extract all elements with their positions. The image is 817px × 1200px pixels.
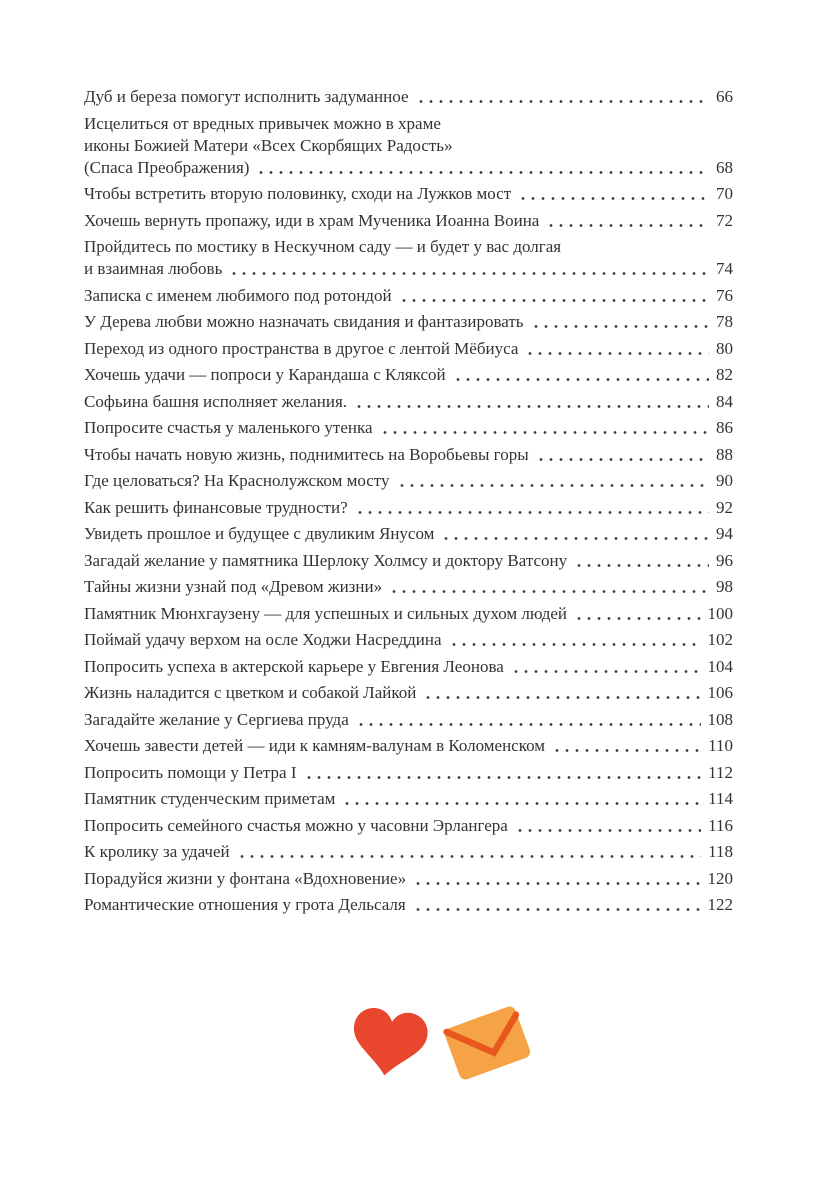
leader-dots (572, 550, 709, 572)
toc-page-number: 80 (716, 338, 733, 358)
toc-page-number: 96 (716, 550, 733, 570)
toc-entry (84, 417, 733, 439)
toc-page-number: 122 (707, 895, 733, 914)
toc-entry-row (84, 868, 733, 890)
leader-dots (516, 183, 709, 205)
toc-entry-row (84, 157, 733, 179)
toc-list (84, 86, 733, 921)
toc-page-number: 86 (716, 418, 733, 437)
toc-entry (84, 762, 733, 784)
leader-dots (354, 709, 701, 731)
toc-page-number: 94 (716, 524, 733, 543)
toc-entry-row (84, 656, 733, 678)
toc-entry (84, 550, 733, 572)
toc-entry-row (84, 629, 733, 651)
footer-ornament (31, 996, 817, 1090)
toc-entry-title: Переход из одного пространства в другое с лентой Мёбиуса (84, 338, 519, 358)
toc-entry (84, 576, 733, 598)
toc-entry-row (84, 470, 733, 492)
toc-page-number: 112 (708, 762, 733, 782)
toc-entry-row (84, 285, 733, 307)
toc-entry-row (84, 86, 733, 108)
toc-page-number: 92 (716, 497, 733, 517)
toc-entry (84, 311, 733, 333)
toc-page-number: 104 (707, 656, 733, 676)
toc-entry (84, 735, 733, 757)
toc-entry (84, 682, 733, 704)
leader-dots (550, 735, 701, 757)
envelope-icon (440, 1002, 534, 1084)
toc-entry-title: Попросить помощи у Петра I (84, 762, 297, 782)
toc-entry (84, 210, 733, 232)
leader-dots (534, 444, 709, 466)
toc-entry (84, 86, 733, 108)
leader-dots (411, 868, 700, 890)
toc-page-number: 110 (708, 736, 733, 755)
toc-entry-row (84, 417, 733, 439)
toc-entry (84, 868, 733, 890)
toc-entry-row (84, 523, 733, 545)
toc-page-number: 82 (716, 365, 733, 384)
toc-entry (84, 285, 733, 307)
toc-entry (84, 338, 733, 360)
toc-entry (84, 894, 733, 916)
leader-dots (451, 364, 709, 386)
toc-entry-title: Дуб и береза помогут исполнить задуманное (84, 87, 409, 106)
leader-dots (509, 656, 701, 678)
toc-entry (84, 709, 733, 731)
toc-entry (84, 113, 733, 179)
toc-entry-title: Романтические отношения у грота Дельсаля (84, 895, 406, 914)
leader-dots (395, 470, 709, 492)
toc-entry-title: Как решить финансовые трудности? (84, 497, 348, 517)
toc-entry-line: Исцелиться от вредных привычек можно в храме (84, 113, 441, 133)
toc-page-number: 106 (707, 683, 733, 702)
toc-entry-line: Пройдитесь по мостику в Нескучном саду — и будет у вас долгая (84, 237, 562, 256)
toc-entry-row (84, 311, 733, 333)
toc-entry-title: Чтобы встретить вторую половинку, сходи на Лужков мост (84, 184, 512, 203)
toc-entry-title: Поймай удачу верхом на осле Ходжи Насреддина (84, 630, 442, 649)
toc-entry-title: Попросите счастья у маленького утенка (84, 418, 373, 437)
toc-entry (84, 470, 733, 492)
toc-entry-row (84, 735, 733, 757)
toc-entry-row (84, 258, 733, 280)
toc-entry-row (84, 550, 733, 572)
toc-entry-title: Увидеть прошлое и будущее с двуликим Янусом (84, 524, 435, 543)
toc-page-number: 70 (716, 184, 733, 203)
toc-entry-row (84, 497, 733, 519)
toc-entry-row (84, 444, 733, 466)
leader-dots (421, 682, 700, 704)
leader-dots (227, 258, 709, 280)
toc-entry (84, 391, 733, 413)
toc-entry-title: Загадай желание у памятника Шерлоку Холмсу и доктору Ватсону (84, 550, 568, 570)
toc-page-number: 68 (716, 157, 733, 177)
toc-entry-row (84, 841, 733, 863)
toc-page-number: 88 (716, 444, 733, 464)
toc-page-number: 84 (716, 391, 733, 411)
toc-page-number: 118 (708, 842, 733, 861)
toc-entry-title: Жизнь наладится с цветком и собакой Лайкой (84, 683, 417, 702)
leader-dots (397, 285, 709, 307)
toc-entry-title: Где целоваться? На Краснолужском мосту (84, 471, 390, 490)
toc-entry-row (84, 391, 733, 413)
toc-entry-row (84, 709, 733, 731)
toc-entry-title: Хочешь завести детей — иди к камням-валунам в Коломенском (84, 736, 546, 755)
toc-entry-title: и взаимная любовь (84, 259, 223, 278)
leader-dots (411, 894, 701, 916)
toc-entry-row (84, 338, 733, 360)
toc-entry (84, 656, 733, 678)
toc-page-number: 100 (707, 603, 733, 623)
toc-entry-title: Загадайте желание у Сергиева пруда (84, 709, 349, 729)
toc-entry-line: иконы Божией Матери «Всех Скорбящих Радость» (84, 135, 453, 155)
toc-entry-title: Софьина башня исполняет желания. (84, 391, 348, 411)
toc-entry-row (84, 682, 733, 704)
toc-entry-row (84, 762, 733, 784)
leader-dots (302, 762, 702, 784)
toc-entry (84, 497, 733, 519)
toc-entry (84, 788, 733, 810)
toc-entry-title: (Спаса Преображения) (84, 157, 250, 177)
heart-icon (348, 1004, 431, 1082)
leader-dots (235, 841, 702, 863)
toc-entry-title: У Дерева любви можно назначать свидания и фантазировать (84, 312, 524, 331)
leader-dots (572, 603, 700, 625)
toc-entry-title: Записка с именем любимого под ротондой (84, 285, 392, 305)
toc-entry-row (84, 210, 733, 232)
leader-dots (352, 391, 709, 413)
toc-entry-title: Тайны жизни узнай под «Древом жизни» (84, 577, 383, 596)
toc-entry-title: Попросить успеха в актерской карьере у Евгения Леонова (84, 656, 504, 676)
toc-entry-title: Чтобы начать новую жизнь, поднимитесь на Воробьевы горы (84, 444, 529, 464)
toc-page-number: 114 (708, 789, 733, 808)
toc-entry (84, 815, 733, 837)
leader-dots (414, 86, 710, 108)
toc-entry-title: Памятник Мюнхгаузену — для успешных и сильных духом людей (84, 603, 568, 623)
toc-entry-title: К кролику за удачей (84, 842, 230, 861)
toc-entry-title: Попросить семейного счастья можно у часовни Эрлангера (84, 815, 508, 835)
leader-dots (529, 311, 709, 333)
toc-entry (84, 603, 733, 625)
toc-page-number: 78 (716, 312, 733, 331)
toc-entry (84, 236, 733, 280)
toc-page-number: 108 (707, 709, 733, 729)
toc-entry-row (84, 788, 733, 810)
toc-page-number: 120 (707, 868, 733, 888)
heart-shape (348, 1005, 430, 1080)
leader-dots (523, 338, 709, 360)
toc-entry-title: Хочешь удачи — попроси у Карандаша с Кляксой (84, 365, 446, 384)
leader-dots (439, 523, 709, 545)
toc-entry-row (84, 815, 733, 837)
toc-entry (84, 183, 733, 205)
toc-page-number: 90 (716, 471, 733, 490)
leader-dots (254, 157, 709, 179)
leader-dots (513, 815, 701, 837)
toc-page-number: 102 (707, 630, 733, 649)
toc-page-number: 74 (716, 259, 733, 278)
leader-dots (447, 629, 701, 651)
toc-entry-row (84, 183, 733, 205)
leader-dots (544, 210, 709, 232)
toc-page-number: 72 (716, 210, 733, 230)
toc-entry (84, 841, 733, 863)
toc-entry-title: Порадуйся жизни у фонтана «Вдохновение» (84, 868, 407, 888)
toc-page-number: 116 (708, 815, 733, 835)
toc-entry-row (84, 603, 733, 625)
toc-entry (84, 364, 733, 386)
leader-dots (378, 417, 709, 439)
toc-entry-row (84, 364, 733, 386)
toc-page-number: 98 (716, 577, 733, 596)
toc-entry-title: Памятник студенческим приметам (84, 789, 336, 808)
toc-entry-row (84, 894, 733, 916)
toc-page-number: 76 (716, 285, 733, 305)
leader-dots (353, 497, 709, 519)
toc-entry-row (84, 576, 733, 598)
toc-entry-title: Хочешь вернуть пропажу, иди в храм Мученика Иоанна Воина (84, 210, 540, 230)
toc-entry (84, 629, 733, 651)
leader-dots (387, 576, 709, 598)
toc-page-number: 66 (716, 87, 733, 106)
leader-dots (340, 788, 701, 810)
toc-entry (84, 523, 733, 545)
toc-entry (84, 444, 733, 466)
